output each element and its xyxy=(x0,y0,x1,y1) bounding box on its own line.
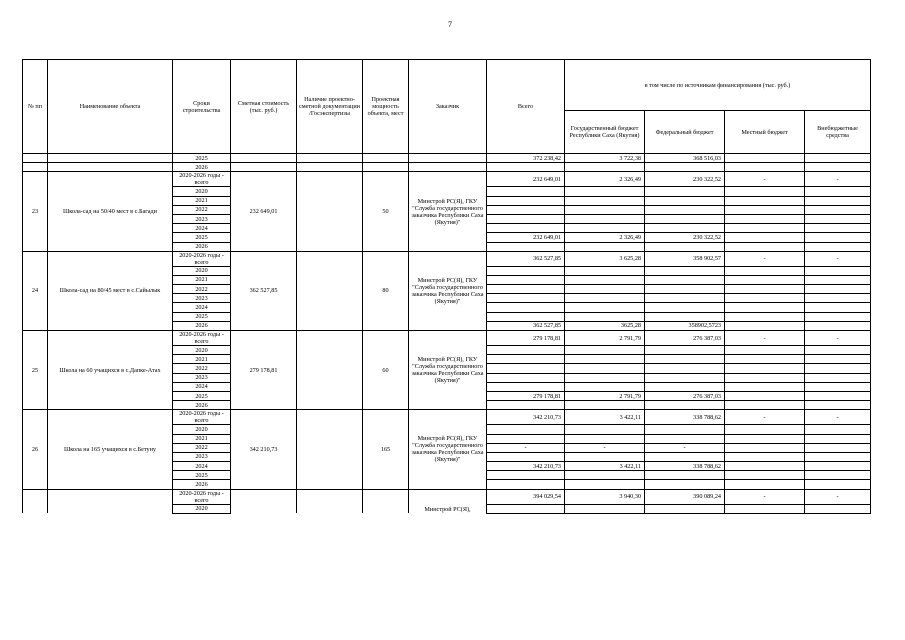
state-budget-cell: 3 625,28 xyxy=(565,251,645,266)
state-budget-cell: 3 422,11 xyxy=(565,462,645,471)
federal-budget-cell: 276 387,03 xyxy=(645,331,725,346)
local-budget-cell xyxy=(725,303,805,312)
local-budget-cell xyxy=(725,242,805,251)
year-cell: 2020 xyxy=(173,187,231,196)
year-cell: 2020-2026 годы - всего xyxy=(173,489,231,504)
total-cell xyxy=(487,452,565,461)
year-cell: 2020 xyxy=(173,346,231,355)
state-budget-cell xyxy=(565,312,645,321)
federal-budget-cell xyxy=(645,452,725,461)
object-customer: Минстрой РС(Я), ГКУ "Служба государственного заказчика Республики Саха (Якутия)" xyxy=(409,172,487,251)
total-cell xyxy=(487,187,565,196)
year-cell: 2024 xyxy=(173,303,231,312)
object-cost: 362 527,85 xyxy=(231,251,297,330)
total-cell xyxy=(487,224,565,233)
header-local-budget: Местный бюджет xyxy=(725,111,805,154)
state-budget-cell xyxy=(565,224,645,233)
docs-cell xyxy=(297,331,363,410)
federal-budget-cell: 230 322,52 xyxy=(645,233,725,242)
total-cell xyxy=(487,242,565,251)
total-cell xyxy=(487,504,565,513)
local-budget-cell xyxy=(725,401,805,410)
year-cell: 2026 xyxy=(173,321,231,330)
total-cell xyxy=(487,275,565,284)
state-budget-cell xyxy=(565,214,645,223)
state-budget-cell xyxy=(565,364,645,373)
total-cell xyxy=(487,303,565,312)
state-budget-cell xyxy=(565,242,645,251)
cost-cell xyxy=(231,154,297,163)
extra-budget-cell xyxy=(805,434,871,443)
object-capacity: 165 xyxy=(363,410,409,489)
object-name: Школа на 165 учащихся в с.Бетуну xyxy=(48,410,173,489)
object-number: 25 xyxy=(23,331,48,410)
year-cell: 2022 xyxy=(173,364,231,373)
object-cost xyxy=(231,489,297,513)
federal-budget-cell xyxy=(645,285,725,294)
year-cell: 2026 xyxy=(173,480,231,489)
federal-budget-cell xyxy=(645,434,725,443)
header-extra-budget: Внебюджетные средства xyxy=(805,111,871,154)
total-cell xyxy=(487,294,565,303)
total-cell: 342 210,73 xyxy=(487,410,565,425)
docs-cell xyxy=(297,154,363,163)
state-budget-cell xyxy=(565,480,645,489)
local-budget-cell xyxy=(725,285,805,294)
year-cell: 2020-2026 годы - всего xyxy=(173,331,231,346)
header-state-budget: Государственный бюджет Республики Саха (Якутия) xyxy=(565,111,645,154)
total-cell xyxy=(487,355,565,364)
extra-budget-cell xyxy=(805,391,871,400)
state-budget-cell: 3 940,30 xyxy=(565,489,645,504)
federal-budget-cell xyxy=(645,294,725,303)
year-cell: 2020-2026 годы - всего xyxy=(173,410,231,425)
local-budget-cell xyxy=(725,364,805,373)
year-cell: 2022 xyxy=(173,285,231,294)
state-budget-cell xyxy=(565,425,645,434)
header-terms: Сроки строительства xyxy=(173,60,231,154)
federal-budget-cell: 230 322,52 xyxy=(645,172,725,187)
year-cell: 2023 xyxy=(173,214,231,223)
object-capacity: 60 xyxy=(363,331,409,410)
object-name: Школа-сад на 80/45 мест в с.Сайылык xyxy=(48,251,173,330)
extra-budget-cell xyxy=(805,443,871,452)
total-cell: - xyxy=(487,443,565,452)
extra-budget-cell: - xyxy=(805,410,871,425)
customer-cell xyxy=(409,163,487,172)
federal-budget-cell: 358 902,57 xyxy=(645,251,725,266)
year-cell: 2023 xyxy=(173,452,231,461)
extra-budget-cell xyxy=(805,275,871,284)
object-name xyxy=(48,489,173,513)
object-cost: 279 178,81 xyxy=(231,331,297,410)
year-cell: 2025 xyxy=(173,233,231,242)
total-cell: 279 178,81 xyxy=(487,391,565,400)
year-cell: 2025 xyxy=(173,312,231,321)
docs-cell xyxy=(297,163,363,172)
total-cell xyxy=(487,205,565,214)
year-cell: 2021 xyxy=(173,355,231,364)
total-cell xyxy=(487,382,565,391)
state-budget-cell xyxy=(565,504,645,513)
federal-budget-cell xyxy=(645,355,725,364)
year-cell: 2020-2026 годы - всего xyxy=(173,172,231,187)
state-budget-cell xyxy=(565,434,645,443)
total-cell: 372 238,42 xyxy=(487,154,565,163)
object-number: 23 xyxy=(23,172,48,251)
federal-budget-cell xyxy=(645,504,725,513)
state-budget-cell: 2 791,79 xyxy=(565,331,645,346)
state-budget-cell xyxy=(565,266,645,275)
federal-budget-cell: 338 788,62 xyxy=(645,410,725,425)
year-cell: 2024 xyxy=(173,224,231,233)
page-number: 7 xyxy=(448,20,452,29)
local-budget-cell: - xyxy=(725,331,805,346)
extra-budget-cell xyxy=(805,425,871,434)
federal-budget-cell xyxy=(645,275,725,284)
extra-budget-cell xyxy=(805,163,871,172)
year-cell: 2023 xyxy=(173,373,231,382)
federal-budget-cell xyxy=(645,196,725,205)
state-budget-cell: 3 422,11 xyxy=(565,410,645,425)
state-budget-cell: 3625,28 xyxy=(565,321,645,330)
local-budget-cell xyxy=(725,266,805,275)
header-num: № пп xyxy=(23,60,48,154)
state-budget-cell xyxy=(565,471,645,480)
federal-budget-cell xyxy=(645,266,725,275)
docs-cell xyxy=(297,172,363,251)
federal-budget-cell xyxy=(645,163,725,172)
year-cell: 2021 xyxy=(173,434,231,443)
extra-budget-cell xyxy=(805,205,871,214)
header-capacity: Проектная мощность объекта, мест xyxy=(363,60,409,154)
name-cell xyxy=(48,154,173,163)
total-cell xyxy=(487,214,565,223)
table-row xyxy=(23,331,871,346)
object-capacity: 50 xyxy=(363,172,409,251)
federal-budget-cell xyxy=(645,382,725,391)
object-customer: Минстрой РС(Я), ГКУ "Служба государственного заказчика Республики Саха (Якутия)" xyxy=(409,331,487,410)
year-cell: 2022 xyxy=(173,205,231,214)
year-cell: 2026 xyxy=(173,242,231,251)
object-capacity xyxy=(363,489,409,513)
object-customer: Минстрой РС(Я), ГКУ "Служба государственного заказчика Республики Саха (Якутия)" xyxy=(409,251,487,330)
extra-budget-cell xyxy=(805,471,871,480)
total-cell xyxy=(487,346,565,355)
num-cell xyxy=(23,154,48,163)
docs-cell xyxy=(297,489,363,513)
federal-budget-cell xyxy=(645,401,725,410)
year-cell: 2025 xyxy=(173,471,231,480)
total-cell: 232 649,01 xyxy=(487,233,565,242)
object-cost: 342 210,73 xyxy=(231,410,297,489)
extra-budget-cell xyxy=(805,346,871,355)
extra-budget-cell xyxy=(805,364,871,373)
local-budget-cell xyxy=(725,452,805,461)
extra-budget-cell: - xyxy=(805,251,871,266)
object-name: Школа на 60 учащихся в с.Дапке-Атах xyxy=(48,331,173,410)
local-budget-cell xyxy=(725,391,805,400)
federal-budget-cell xyxy=(645,425,725,434)
state-budget-cell xyxy=(565,355,645,364)
capacity-cell xyxy=(363,163,409,172)
state-budget-cell: 2 326,49 xyxy=(565,233,645,242)
federal-budget-cell xyxy=(645,373,725,382)
state-budget-cell xyxy=(565,163,645,172)
federal-budget-cell xyxy=(645,214,725,223)
federal-budget-cell: 338 788,62 xyxy=(645,462,725,471)
object-capacity: 80 xyxy=(363,251,409,330)
object-name: Школа-сад на 50/40 мест в с.Багади xyxy=(48,172,173,251)
federal-budget-cell xyxy=(645,242,725,251)
extra-budget-cell: - xyxy=(805,489,871,504)
federal-budget-cell: 368 516,03 xyxy=(645,154,725,163)
state-budget-cell xyxy=(565,382,645,391)
local-budget-cell xyxy=(725,294,805,303)
state-budget-cell xyxy=(565,205,645,214)
extra-budget-cell xyxy=(805,355,871,364)
header-customer: Заказчик xyxy=(409,60,487,154)
header-sources: в том числе по источникам финансирования (тыс. руб.) xyxy=(565,60,871,111)
year-cell: 2024 xyxy=(173,382,231,391)
state-budget-cell: 2 326,49 xyxy=(565,172,645,187)
federal-budget-cell: - xyxy=(645,443,725,452)
state-budget-cell xyxy=(565,346,645,355)
year-cell: 2021 xyxy=(173,275,231,284)
state-budget-cell xyxy=(565,294,645,303)
total-cell xyxy=(487,434,565,443)
total-cell xyxy=(487,480,565,489)
local-budget-cell xyxy=(725,312,805,321)
federal-budget-cell xyxy=(645,224,725,233)
total-cell xyxy=(487,266,565,275)
federal-budget-cell: 358902,5723 xyxy=(645,321,725,330)
local-budget-cell xyxy=(725,154,805,163)
local-budget-cell xyxy=(725,187,805,196)
object-number: 24 xyxy=(23,251,48,330)
header-federal-budget: Федеральный бюджет xyxy=(645,111,725,154)
docs-cell xyxy=(297,251,363,330)
docs-cell xyxy=(297,410,363,489)
federal-budget-cell xyxy=(645,187,725,196)
local-budget-cell xyxy=(725,275,805,284)
total-cell xyxy=(487,401,565,410)
year-cell: 2026 xyxy=(173,163,231,172)
extra-budget-cell xyxy=(805,504,871,513)
federal-budget-cell xyxy=(645,312,725,321)
year-cell: 2026 xyxy=(173,401,231,410)
extra-budget-cell xyxy=(805,224,871,233)
local-budget-cell: - xyxy=(725,410,805,425)
total-cell xyxy=(487,373,565,382)
year-cell: 2025 xyxy=(173,391,231,400)
state-budget-cell: 2 791,79 xyxy=(565,391,645,400)
state-budget-cell xyxy=(565,373,645,382)
table-row xyxy=(23,172,871,187)
state-budget-cell xyxy=(565,452,645,461)
state-budget-cell xyxy=(565,285,645,294)
cost-cell xyxy=(231,163,297,172)
extra-budget-cell: - xyxy=(805,172,871,187)
extra-budget-cell: - xyxy=(805,331,871,346)
local-budget-cell xyxy=(725,346,805,355)
extra-budget-cell xyxy=(805,382,871,391)
extra-budget-cell xyxy=(805,294,871,303)
local-budget-cell xyxy=(725,382,805,391)
federal-budget-cell xyxy=(645,471,725,480)
year-cell: 2025 xyxy=(173,154,231,163)
federal-budget-cell xyxy=(645,346,725,355)
header-docs: Наличие проектно-сметной документации /Госэкспертизы xyxy=(297,60,363,154)
year-cell: 2020 xyxy=(173,425,231,434)
extra-budget-cell xyxy=(805,233,871,242)
object-number: 26 xyxy=(23,410,48,489)
year-cell: 2022 xyxy=(173,443,231,452)
header-name: Наименование объекта xyxy=(48,60,173,154)
extra-budget-cell xyxy=(805,303,871,312)
local-budget-cell xyxy=(725,233,805,242)
state-budget-cell: - xyxy=(565,443,645,452)
local-budget-cell xyxy=(725,480,805,489)
state-budget-cell xyxy=(565,303,645,312)
federal-budget-cell: 390 089,24 xyxy=(645,489,725,504)
local-budget-cell xyxy=(725,373,805,382)
state-budget-cell xyxy=(565,401,645,410)
state-budget-cell xyxy=(565,187,645,196)
local-budget-cell: - xyxy=(725,251,805,266)
local-budget-cell xyxy=(725,321,805,330)
customer-cell xyxy=(409,154,487,163)
year-cell: 2023 xyxy=(173,294,231,303)
object-cost: 232 649,01 xyxy=(231,172,297,251)
extra-budget-cell xyxy=(805,266,871,275)
total-cell xyxy=(487,471,565,480)
year-cell: 2020 xyxy=(173,266,231,275)
capacity-cell xyxy=(363,154,409,163)
extra-budget-cell xyxy=(805,401,871,410)
federal-budget-cell xyxy=(645,364,725,373)
extra-budget-cell xyxy=(805,480,871,489)
year-cell: 2024 xyxy=(173,462,231,471)
extra-budget-cell xyxy=(805,462,871,471)
local-budget-cell xyxy=(725,214,805,223)
header-total: Всего xyxy=(487,60,565,154)
total-cell xyxy=(487,196,565,205)
federal-budget-cell: 276 387,03 xyxy=(645,391,725,400)
table-row xyxy=(23,489,871,504)
total-cell xyxy=(487,312,565,321)
federal-budget-cell xyxy=(645,480,725,489)
table-row xyxy=(23,410,871,425)
local-budget-cell xyxy=(725,425,805,434)
object-customer: Минстрой РС(Я), xyxy=(409,489,487,513)
extra-budget-cell xyxy=(805,285,871,294)
local-budget-cell xyxy=(725,504,805,513)
state-budget-cell xyxy=(565,196,645,205)
total-cell xyxy=(487,285,565,294)
total-cell: 279 178,81 xyxy=(487,331,565,346)
local-budget-cell: - xyxy=(725,489,805,504)
local-budget-cell xyxy=(725,224,805,233)
table-row xyxy=(23,251,871,266)
year-cell: 2020-2026 годы - всего xyxy=(173,251,231,266)
total-cell: 342 210,73 xyxy=(487,462,565,471)
federal-budget-cell xyxy=(645,303,725,312)
local-budget-cell xyxy=(725,163,805,172)
extra-budget-cell xyxy=(805,196,871,205)
object-number xyxy=(23,489,48,513)
local-budget-cell xyxy=(725,471,805,480)
total-cell xyxy=(487,163,565,172)
total-cell: 394 029,54 xyxy=(487,489,565,504)
extra-budget-cell xyxy=(805,154,871,163)
extra-budget-cell xyxy=(805,321,871,330)
total-cell xyxy=(487,364,565,373)
object-customer: Минстрой РС(Я), ГКУ "Служба государственного заказчика Республики Саха (Якутия)" xyxy=(409,410,487,489)
num-cell xyxy=(23,163,48,172)
name-cell xyxy=(48,163,173,172)
extra-budget-cell xyxy=(805,373,871,382)
federal-budget-cell xyxy=(645,205,725,214)
total-cell: 362 527,85 xyxy=(487,251,565,266)
total-cell: 362 527,85 xyxy=(487,321,565,330)
year-cell: 2020 xyxy=(173,504,231,513)
local-budget-cell: - xyxy=(725,172,805,187)
table-row xyxy=(23,163,871,172)
extra-budget-cell xyxy=(805,187,871,196)
state-budget-cell: 3 722,38 xyxy=(565,154,645,163)
total-cell: 232 649,01 xyxy=(487,172,565,187)
table-row xyxy=(23,154,871,163)
local-budget-cell xyxy=(725,355,805,364)
extra-budget-cell xyxy=(805,242,871,251)
extra-budget-cell xyxy=(805,214,871,223)
year-cell: 2021 xyxy=(173,196,231,205)
total-cell xyxy=(487,425,565,434)
header-cost: Сметная стоимость (тыс. руб.) xyxy=(231,60,297,154)
local-budget-cell xyxy=(725,434,805,443)
extra-budget-cell xyxy=(805,452,871,461)
extra-budget-cell xyxy=(805,312,871,321)
state-budget-cell xyxy=(565,275,645,284)
local-budget-cell xyxy=(725,462,805,471)
local-budget-cell xyxy=(725,196,805,205)
local-budget-cell xyxy=(725,443,805,452)
local-budget-cell xyxy=(725,205,805,214)
financing-table xyxy=(22,59,871,514)
